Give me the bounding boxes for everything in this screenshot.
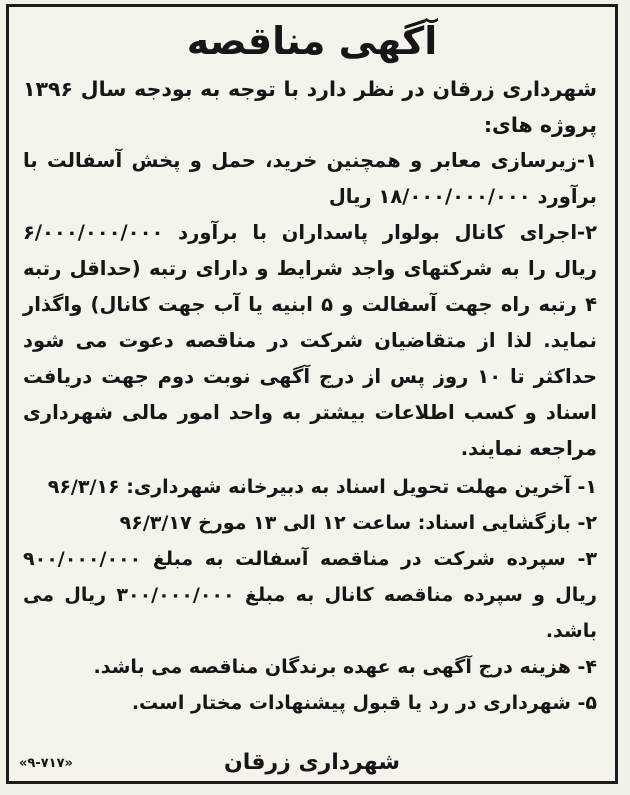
condition-item-2: ۲- بازگشایی اسناد: ساعت ۱۲ الی ۱۳ مورخ ۹۶/۳/۱۷: [119, 512, 597, 534]
condition-item-4: ۴- هزینه درج آگهی به عهده برندگان مناقصه می باشد.: [93, 656, 597, 678]
condition-item-5: ۵- شهرداری در رد یا قبول پیشنهادات مختار است.: [131, 692, 597, 714]
conditions-list: [23, 469, 597, 721]
project-item-1: ۱-زیرسازی معابر و همچنین خرید، حمل و پخش آسفالت با برآورد ۱۸/۰۰۰/۰۰۰/۰۰۰ ریال: [23, 149, 597, 208]
ad-frame: [6, 4, 618, 784]
ad-title: آگهی مناقصه: [186, 19, 438, 63]
condition-item-3: ۳- سپرده شرکت در مناقصه آسفالت به مبلغ ۹۰۰/۰۰۰/۰۰۰ ریال و سپرده مناقصه کانال به مبلغ ۳۰۰/۰۰۰/۰۰۰ ریال می باشد.: [23, 548, 597, 642]
condition-item-1: ۱- آخرین مهلت تحویل اسناد به دبیرخانه شهرداری: ۹۶/۳/۱۶: [47, 476, 597, 498]
intro-text: شهرداری زرقان در نظر دارد با توجه به بودجه سال ۱۳۹۶ پروژه های:: [23, 77, 597, 137]
ad-code: «۹-۷۱۷»: [19, 756, 73, 771]
signature: شهرداری زرقان: [224, 750, 400, 775]
ad-body: [9, 71, 615, 721]
project-item-2: ۲-اجرای کانال بولوار پاسداران با برآورد ۶/۰۰۰/۰۰۰/۰۰۰ ریال را به شرکتهای واجد شرایط و دارای رتبه (حداقل رتبه ۴ رتبه راه جهت آسفالت و ۵ ابنیه یا آب جهت کانال) واگذار نماید. لذا از متقاضیان شرکت در مناقصه دعوت می شود حداکثر تا ۱۰ روز پس از درج آگهی نوبت دوم جهت دریافت اسناد و کسب اطلاعات بیشتر به واحد امور مالی شهرداری مراجعه نمایند.: [23, 221, 598, 460]
